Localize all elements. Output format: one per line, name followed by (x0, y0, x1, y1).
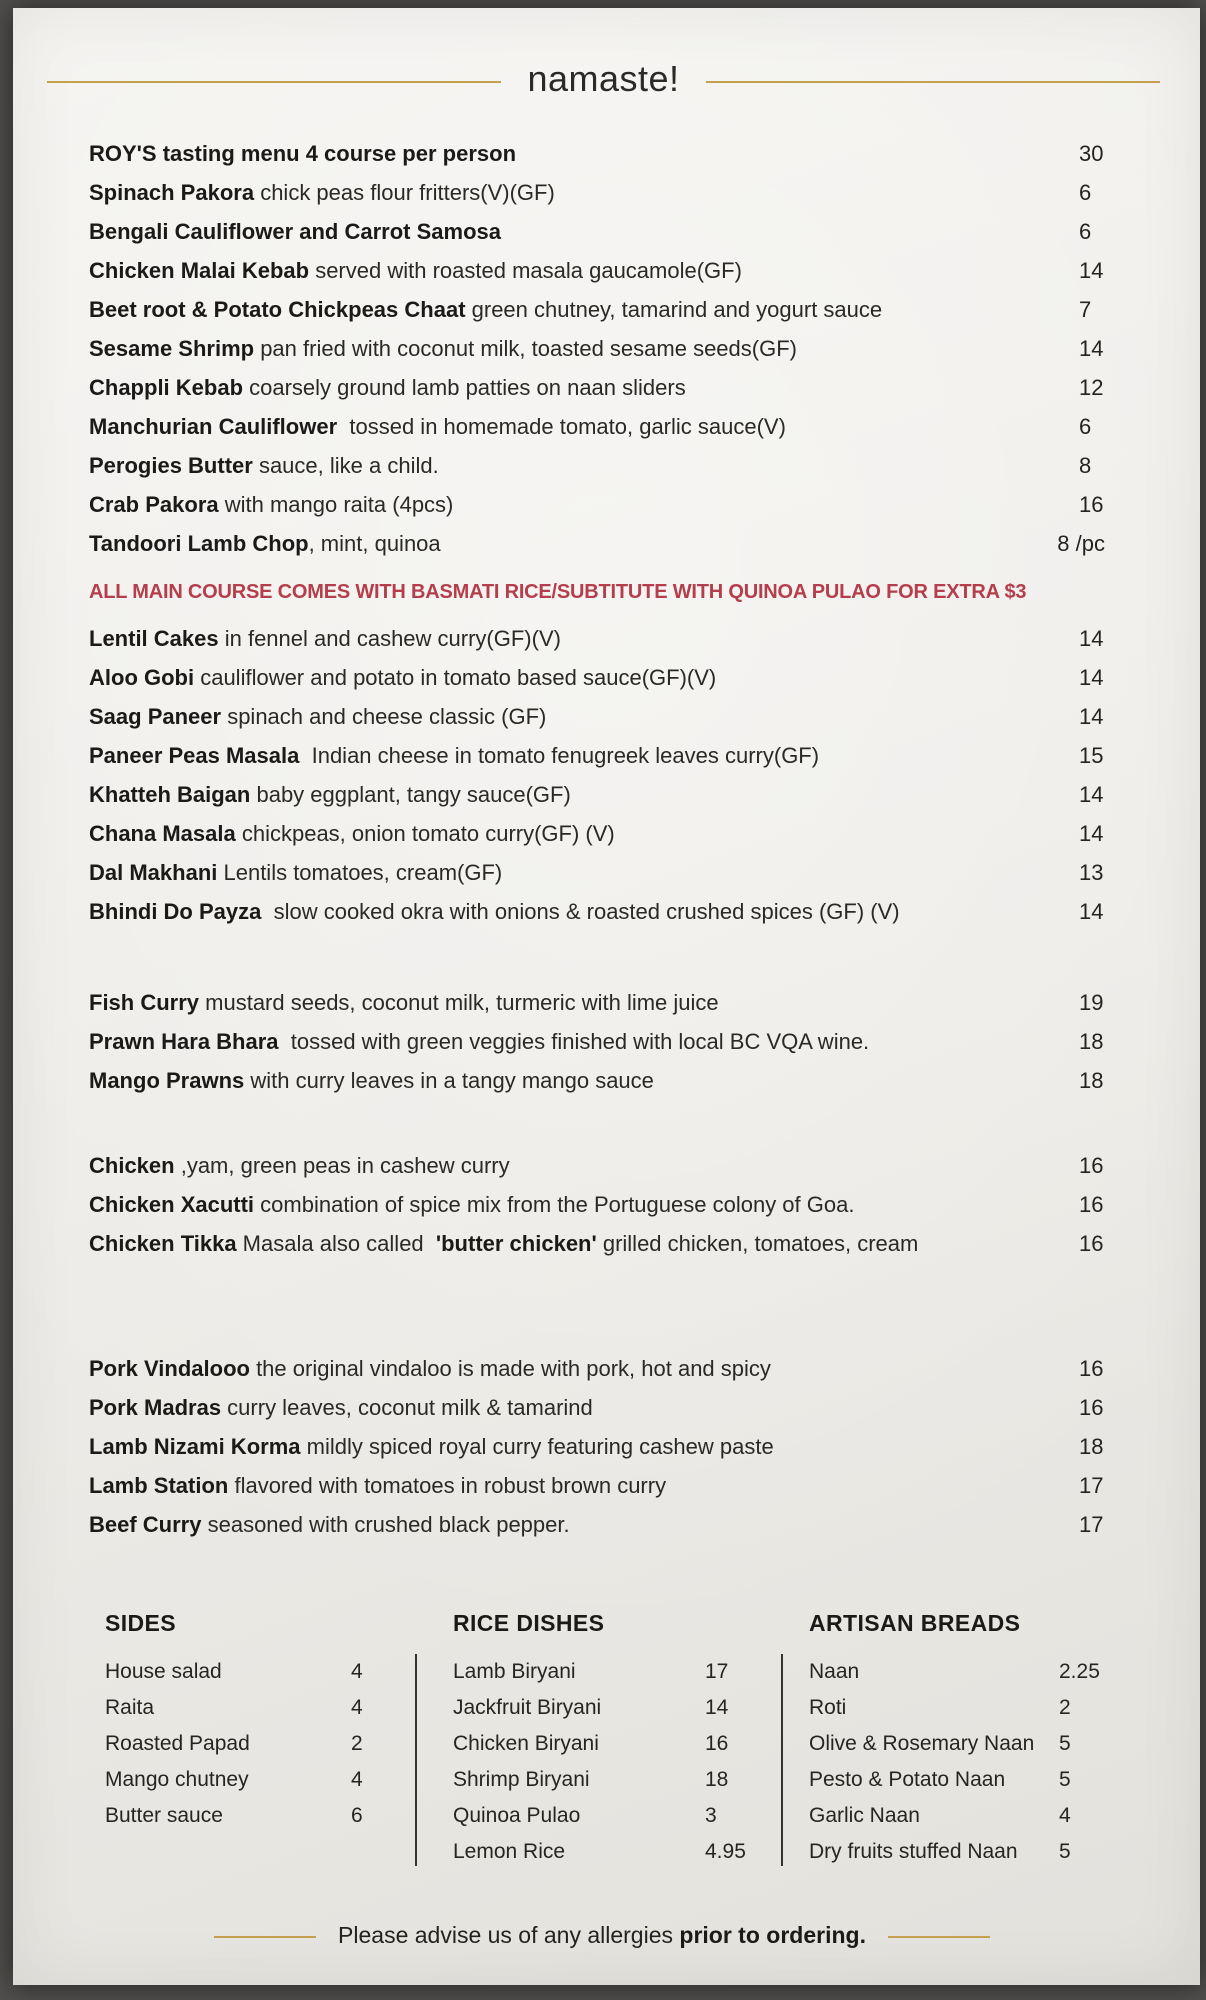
menu-item-text (89, 1388, 1065, 1427)
bottom-item (105, 1726, 381, 1762)
menu-item-price: 6 (1079, 219, 1092, 244)
menu-item-text (89, 212, 1065, 251)
menu-item-text (89, 736, 1065, 775)
menu-section-starters (89, 134, 1105, 563)
menu-item (89, 983, 1105, 1022)
bottom-item (105, 1762, 381, 1798)
menu-item-name: Chana Masala (89, 821, 236, 846)
bottom-item-name: Mango chutney (105, 1768, 249, 1791)
menu-item-price: 14 (1079, 665, 1104, 690)
menu-item-name: Pork Madras (89, 1395, 222, 1420)
menu-item-price: 30 (1079, 141, 1104, 166)
menu-item-price: 6 (1079, 180, 1092, 205)
menu-item-text (89, 1349, 1065, 1388)
starters-list (89, 134, 1105, 563)
menu-item (89, 173, 1105, 212)
menu-item-text (89, 251, 1065, 290)
bottom-item (453, 1726, 753, 1762)
menu-item-text (89, 1427, 1065, 1466)
menu-item-price: 13 (1079, 860, 1104, 885)
menu-item-name: Mango Prawns (89, 1068, 245, 1093)
menu-item-price: 14 (1079, 258, 1104, 283)
bottom-column-rice-dishes (453, 1608, 753, 1870)
bottom-item-price: 4 (1059, 1804, 1071, 1827)
bottom-column-title: ARTISAN BREADS (809, 1610, 1021, 1636)
menu-item (89, 1146, 1105, 1185)
menu-item-price: 14 (1079, 626, 1104, 651)
mains-list (89, 619, 1105, 1544)
menu-item-desc: with mango raita (4pcs) (218, 492, 454, 517)
bottom-item (809, 1690, 1105, 1726)
bottom-item-price: 4 (351, 1696, 363, 1719)
menu-item-text (89, 1224, 1065, 1263)
bottom-item-name: Chicken Biryani (453, 1732, 599, 1755)
menu-item (89, 1427, 1105, 1466)
menu-item-name: Paneer Peas Masala (89, 743, 300, 768)
menu-item-text (89, 983, 1065, 1022)
menu-item-text (89, 892, 1065, 931)
menu-item (89, 658, 1105, 697)
menu-item-text (89, 658, 1065, 697)
menu-item-text (89, 1185, 1065, 1224)
bottom-item-name: Quinoa Pulao (453, 1804, 581, 1827)
menu-item (89, 775, 1105, 814)
bottom-item (105, 1654, 381, 1690)
menu-item-name: Chappli Kebab (89, 375, 244, 400)
menu-item-text (89, 329, 1065, 368)
bottom-item-name: Roti (809, 1696, 847, 1719)
footer-text-bold: prior to ordering. (679, 1922, 866, 1948)
bottom-item-name: House salad (105, 1660, 222, 1683)
bottom-item-price: 6 (351, 1804, 363, 1827)
menu-item-price: 16 (1079, 1153, 1104, 1178)
menu-item-price: 16 (1079, 1395, 1104, 1420)
footer-right-rule (888, 1936, 990, 1938)
column-divider (781, 1654, 783, 1866)
menu-page (13, 8, 1200, 1985)
menu-item-desc: ,yam, green peas in cashew curry (174, 1153, 510, 1178)
bottom-item (809, 1726, 1105, 1762)
menu-item-text (89, 134, 1065, 173)
menu-item-name: Saag Paneer (89, 704, 222, 729)
mains-notice: ALL MAIN COURSE COMES WITH BASMATI RICE/SUBTITUTE WITH QUINOA PULAO FOR EXTRA $3 (89, 581, 1027, 603)
menu-item (89, 892, 1105, 931)
menu-title: namaste! (527, 58, 680, 99)
menu-item-name: Lamb Station (89, 1473, 229, 1498)
menu-item (89, 134, 1105, 173)
menu-item (89, 485, 1105, 524)
footer-left-rule (214, 1936, 316, 1938)
menu-item (89, 1349, 1105, 1388)
bottom-columns (89, 1608, 1105, 1870)
bottom-item (809, 1798, 1105, 1834)
menu-item-text (89, 173, 1065, 212)
menu-item-desc: pan fried with coconut milk, toasted sesame seeds(GF) (254, 336, 797, 361)
menu-item-name: Pork Vindalooo (89, 1356, 250, 1381)
menu-item-name: Lentil Cakes (89, 626, 219, 651)
bottom-item-price: 5 (1059, 1768, 1071, 1791)
menu-item-text (89, 1505, 1065, 1544)
bottom-item-price: 3 (705, 1804, 717, 1827)
menu-item (89, 212, 1105, 251)
bottom-item-price: 5 (1059, 1732, 1071, 1755)
bottom-item-name: Lamb Biryani (453, 1660, 576, 1683)
menu-item-price: 7 (1079, 297, 1092, 322)
menu-item-desc: seasoned with crushed black pepper. (201, 1512, 570, 1537)
footer (214, 1920, 990, 1950)
menu-item-desc: cauliflower and potato in tomato based sauce(GF)(V) (194, 665, 717, 690)
bottom-item-name: Naan (809, 1660, 860, 1683)
menu-item-desc: the original vindaloo is made with pork, hot and spicy (249, 1356, 771, 1381)
menu-item-name: Beef Curry (89, 1512, 202, 1537)
menu-item-price: 18 (1079, 1434, 1104, 1459)
menu-item-text (89, 853, 1065, 892)
menu-item-desc: flavored with tomatoes in robust brown curry (228, 1473, 667, 1498)
menu-item-price: 16 (1079, 1356, 1104, 1381)
menu-item (89, 853, 1105, 892)
menu-item-desc: tossed with green veggies finished with local BC VQA wine. (278, 1029, 870, 1054)
menu-section-seafood (89, 983, 1105, 1100)
menu-item-name: Lamb Nizami Korma (89, 1434, 301, 1459)
menu-item (89, 1022, 1105, 1061)
menu-item-text (89, 407, 1065, 446)
menu-item-desc: slow cooked okra with onions & roasted crushed spices (GF) (V) (261, 899, 900, 924)
bottom-item-name: Shrimp Biryani (453, 1768, 590, 1791)
bottom-item-price: 4 (351, 1768, 363, 1791)
menu-item (89, 1388, 1105, 1427)
menu-item-name: Spinach Pakora (89, 180, 255, 205)
menu-item-text (89, 1061, 1065, 1100)
menu-item (89, 329, 1105, 368)
menu-item-desc: Masala also called (236, 1231, 436, 1256)
menu-item-name: Manchurian Cauliflower (89, 414, 338, 439)
menu-item-text (89, 697, 1065, 736)
menu-item-desc: with curry leaves in a tangy mango sauce (244, 1068, 654, 1093)
menu-item-name: ROY'S tasting menu 4 course per person (89, 141, 517, 166)
menu-item-price: 14 (1079, 821, 1104, 846)
menu-item-name: Sesame Shrimp (89, 336, 255, 361)
menu-item-name: Prawn Hara Bhara (89, 1029, 279, 1054)
menu-item-price: 12 (1079, 375, 1104, 400)
menu-item-price: 16 (1079, 1192, 1104, 1217)
menu-item-desc: chick peas flour fritters(V)(GF) (254, 180, 555, 205)
menu-item (89, 446, 1105, 485)
menu-item-desc: in fennel and cashew curry(GF)(V) (218, 626, 561, 651)
menu-item-price: 18 (1079, 1029, 1104, 1054)
menu-item-text (89, 485, 1065, 524)
menu-item (89, 619, 1105, 658)
bottom-item-price: 4 (351, 1660, 363, 1683)
menu-item-desc: baby eggplant, tangy sauce(GF) (250, 782, 571, 807)
bottom-item (809, 1654, 1105, 1690)
menu-item-price: 14 (1079, 899, 1104, 924)
menu-item-text (89, 1466, 1065, 1505)
menu-item-name: Perogies Butter (89, 453, 253, 478)
bottom-item-price: 2.25 (1059, 1660, 1100, 1683)
menu-item-name: Dal Makhani (89, 860, 218, 885)
menu-content (13, 134, 1200, 1950)
menu-item (89, 407, 1105, 446)
menu-item-price: 15 (1079, 743, 1104, 768)
bottom-item (105, 1690, 381, 1726)
menu-item-name: Chicken Malai Kebab (89, 258, 310, 283)
menu-item (89, 524, 1105, 563)
bottom-item (105, 1798, 381, 1834)
menu-item-text (89, 619, 1065, 658)
menu-item-price: 16 (1079, 1231, 1104, 1256)
menu-item-price: 8 (1079, 453, 1092, 478)
bottom-item-price: 5 (1059, 1840, 1071, 1863)
menu-item-name: Bengali Cauliflower and Carrot Samosa (89, 219, 501, 244)
bottom-item-price: 18 (705, 1768, 729, 1791)
menu-item-text (89, 814, 1065, 853)
menu-item (89, 814, 1105, 853)
menu-item-desc: combination of spice mix from the Portuguese colony of Goa. (254, 1192, 855, 1217)
menu-item-price: 14 (1079, 782, 1104, 807)
bottom-item-name: Jackfruit Biryani (453, 1696, 602, 1719)
menu-item-desc: spinach and cheese classic (GF) (221, 704, 547, 729)
footer-text-normal: Please advise us of any allergies (338, 1922, 680, 1948)
menu-item (89, 697, 1105, 736)
menu-item-desc: mildly spiced royal curry featuring cashew paste (300, 1434, 774, 1459)
bottom-item-name: Pesto & Potato Naan (809, 1768, 1006, 1791)
bottom-item-name: Olive & Rosemary Naan (809, 1732, 1035, 1755)
menu-item-text (89, 1146, 1065, 1185)
menu-item-desc: grilled chicken, tomatoes, cream (596, 1231, 919, 1256)
header-right-rule (706, 81, 1160, 83)
menu-item (89, 1505, 1105, 1544)
column-divider (415, 1654, 417, 1866)
menu-item-text (89, 775, 1065, 814)
menu-item-desc: chickpeas, onion tomato curry(GF) (V) (235, 821, 615, 846)
menu-item-name: Tandoori Lamb Chop (89, 531, 309, 556)
bottom-item-name: Butter sauce (105, 1804, 223, 1827)
bottom-item (453, 1690, 753, 1726)
menu-item-name: Chicken Xacutti (89, 1192, 255, 1217)
menu-item-price: 19 (1079, 990, 1104, 1015)
bottom-item-name: Lemon Rice (453, 1840, 566, 1863)
menu-item-name: Chicken Tikka (89, 1231, 237, 1256)
bottom-item-price: 14 (705, 1696, 729, 1719)
menu-item (89, 1224, 1105, 1263)
menu-item-desc: Lentils tomatoes, cream(GF) (217, 860, 503, 885)
header-left-rule (47, 81, 501, 83)
menu-section-veg (89, 619, 1105, 931)
menu-item-price: 16 (1079, 492, 1104, 517)
menu-item-desc: tossed in homemade tomato, garlic sauce(V) (337, 414, 786, 439)
menu-item-name: Chicken (89, 1153, 175, 1178)
menu-item-desc: mustard seeds, coconut milk, turmeric with lime juice (199, 990, 719, 1015)
bottom-item-name: Garlic Naan (809, 1804, 920, 1827)
menu-section-chicken (89, 1146, 1105, 1263)
bottom-item-name: Roasted Papad (105, 1732, 250, 1755)
menu-item (89, 368, 1105, 407)
menu-item (89, 736, 1105, 775)
bottom-column-sides (89, 1608, 381, 1870)
footer-text (338, 1920, 866, 1950)
menu-item (89, 290, 1105, 329)
bottom-item (809, 1834, 1105, 1870)
bottom-item-price: 4.95 (705, 1840, 746, 1863)
bottom-item-name: Raita (105, 1696, 155, 1719)
menu-item-name: Aloo Gobi (89, 665, 195, 690)
bottom-item-price: 17 (705, 1660, 729, 1683)
menu-item-price: 6 (1079, 414, 1092, 439)
menu-item-price: 18 (1079, 1068, 1104, 1093)
bottom-column-title: SIDES (105, 1610, 177, 1636)
menu-item-name: Crab Pakora (89, 492, 219, 517)
bottom-column-title: RICE DISHES (453, 1610, 605, 1636)
bottom-column-artisan-breads (809, 1608, 1105, 1870)
menu-item-desc: coarsely ground lamb patties on naan sliders (243, 375, 686, 400)
menu-item (89, 1466, 1105, 1505)
bottom-item-price: 2 (351, 1732, 363, 1755)
menu-item-name: Bhindi Do Payza (89, 899, 262, 924)
bottom-item (453, 1762, 753, 1798)
bottom-item-price: 2 (1059, 1696, 1071, 1719)
menu-item (89, 1061, 1105, 1100)
menu-header (13, 8, 1200, 106)
bottom-item (453, 1834, 753, 1870)
menu-item-text (89, 446, 1065, 485)
bottom-item-price: 16 (705, 1732, 729, 1755)
menu-item-price: 14 (1079, 336, 1104, 361)
menu-item-name: Fish Curry (89, 990, 200, 1015)
menu-item-price: 8 /pc (1057, 531, 1105, 556)
menu-item-desc: sauce, like a child. (252, 453, 439, 478)
menu-item-desc: served with roasted masala gaucamole(GF) (309, 258, 742, 283)
bottom-item-name: Dry fruits stuffed Naan (809, 1840, 1018, 1863)
menu-item (89, 251, 1105, 290)
bottom-item (453, 1654, 753, 1690)
menu-item-desc: curry leaves, coconut milk & tamarind (221, 1395, 593, 1420)
menu-item-price: 17 (1079, 1512, 1104, 1537)
menu-item-name: Beet root & Potato Chickpeas Chaat (89, 297, 466, 322)
menu-item-desc-bold: 'butter chicken' (435, 1231, 597, 1256)
menu-section-meat (89, 1349, 1105, 1544)
menu-item-desc: , mint, quinoa (308, 531, 441, 556)
menu-item-text (89, 1022, 1065, 1061)
menu-item-name: Khatteh Baigan (89, 782, 251, 807)
menu-item-desc: Indian cheese in tomato fenugreek leaves curry(GF) (299, 743, 820, 768)
menu-item-price: 17 (1079, 1473, 1104, 1498)
bottom-item (809, 1762, 1105, 1798)
menu-item-text (89, 290, 1065, 329)
menu-item (89, 1185, 1105, 1224)
menu-item-desc: green chutney, tamarind and yogurt sauce (465, 297, 883, 322)
bottom-item (453, 1798, 753, 1834)
menu-item-text (89, 524, 1043, 563)
menu-item-text (89, 368, 1065, 407)
menu-item-price: 14 (1079, 704, 1104, 729)
